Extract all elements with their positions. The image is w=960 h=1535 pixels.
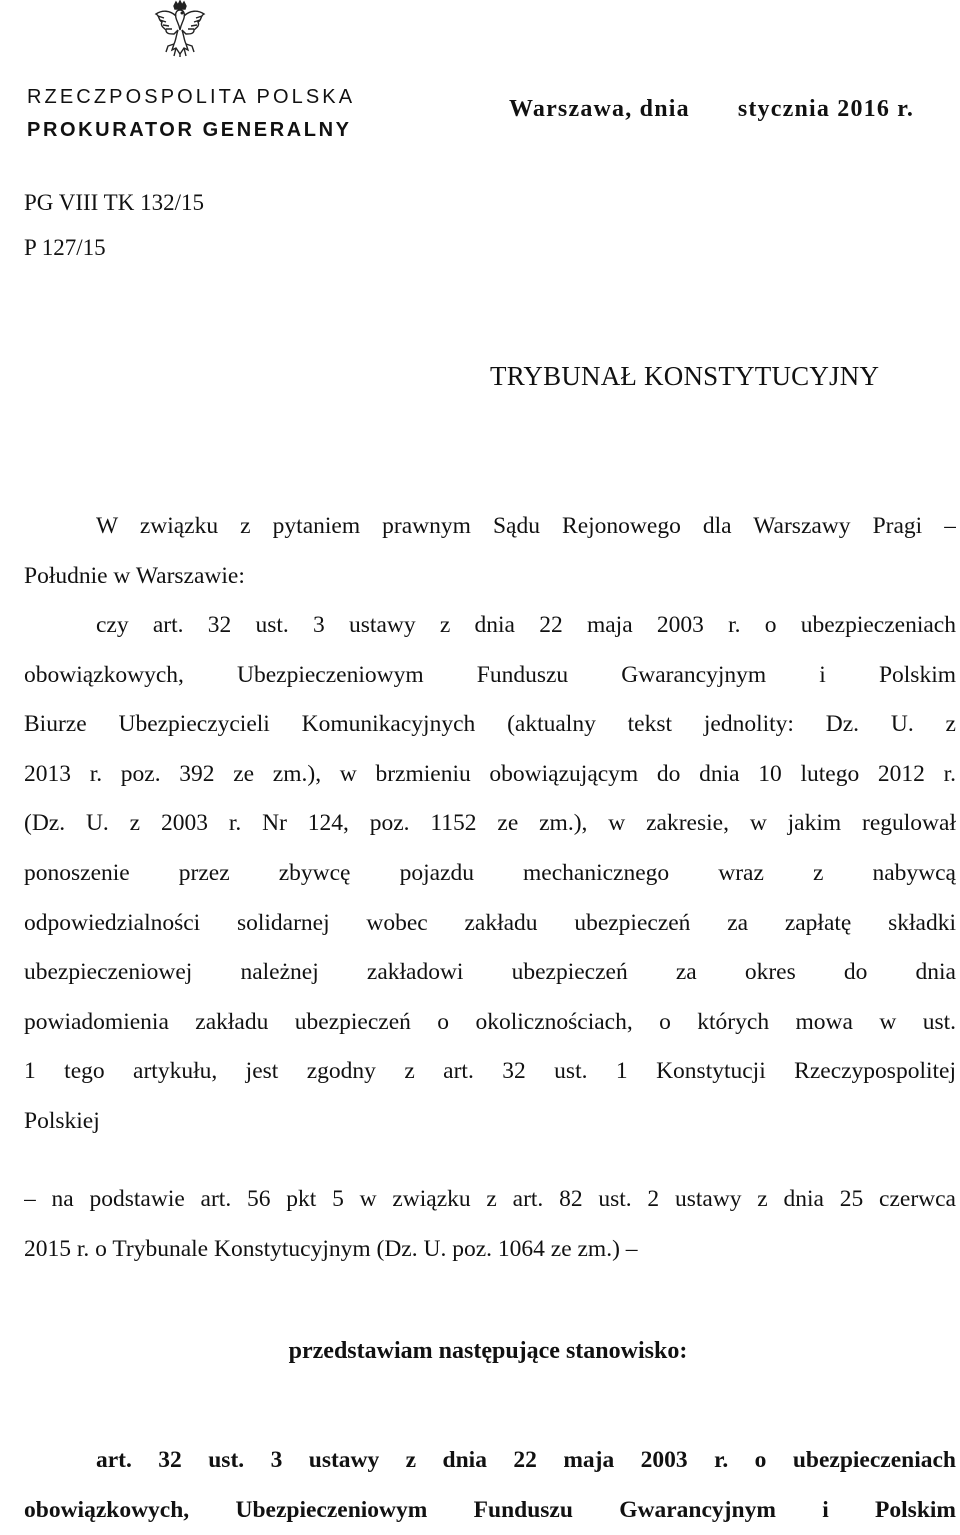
question-paragraph <box>24 601 956 1147</box>
header-prosecutor: PROKURATOR GENERALNY <box>27 119 352 141</box>
position-paragraph <box>24 1436 956 1535</box>
text-line: ubezpieczeniowej należnej zakładowi ubezpieczeń za okres do dnia <box>24 959 956 986</box>
text-line: 1 tego artykułu, jest zgodny z art. 32 ust. 1 Konstytucji Rzeczypospolitej <box>24 1058 956 1085</box>
text-line: W związku z pytaniem prawnym Sądu Rejonowego dla Warszawy Pragi – <box>96 513 956 539</box>
text-line: art. 32 ust. 3 ustawy z dnia 22 maja 2003 r. o ubezpieczeniach <box>96 1447 956 1473</box>
text-line: obowiązkowych, Ubezpieczeniowym Funduszu Gwarancyjnym i Polskim <box>24 661 956 688</box>
text-line: Biurze Ubezpieczycieli Komunikacyjnych (aktualny tekst jednolity: Dz. U. z <box>24 711 956 738</box>
case-signature-pg: PG VIII TK 132/15 <box>24 190 204 215</box>
date-month-year: stycznia 2016 r. <box>737 96 915 122</box>
text-line: Polskiej <box>24 1107 100 1134</box>
text-line: 2015 r. o Trybunale Konstytucyjnym (Dz. U. poz. 1064 ze zm.) – <box>24 1235 638 1262</box>
addressee: TRYBUNAŁ KONSTYTUCYJNY <box>490 361 880 391</box>
intro-paragraph <box>24 502 956 601</box>
polish-eagle-emblem <box>152 0 208 58</box>
position-title: przedstawiam następujące stanowisko: <box>288 1338 688 1364</box>
text-line: 2013 r. poz. 392 ze zm.), w brzmieniu obowiązującym do dnia 10 lutego 2012 r. <box>24 760 956 787</box>
text-line: Południe w Warszawie: <box>24 562 245 589</box>
text-line: obowiązkowych, Ubezpieczeniowym Funduszu Gwarancyjnym i Polskim <box>24 1496 956 1523</box>
text-line: powiadomienia zakładu ubezpieczeń o okolicznościach, o których mowa w ust. <box>24 1008 956 1035</box>
text-line: – na podstawie art. 56 pkt 5 w związku z art. 82 ust. 2 ustawy z dnia 25 czerwca <box>24 1186 956 1212</box>
text-line: czy art. 32 ust. 3 ustawy z dnia 22 maja 2003 r. o ubezpieczeniach <box>96 612 956 638</box>
text-line: ponoszenie przez zbywcę pojazdu mechanicznego wraz z nabywcą <box>24 859 956 886</box>
text-line: (Dz. U. z 2003 r. Nr 124, poz. 1152 ze zm.), w zakresie, w jakim regulował <box>24 810 956 837</box>
date-line <box>509 96 914 123</box>
header-republic: RZECZPOSPOLITA POLSKA <box>27 86 356 108</box>
date-place: Warszawa, dnia <box>509 96 690 122</box>
text-line: odpowiedzialności solidarnej wobec zakładu ubezpieczeń za zapłatę składki <box>24 909 956 936</box>
legal-basis-paragraph <box>24 1175 956 1274</box>
case-signature-p: P 127/15 <box>24 235 106 260</box>
